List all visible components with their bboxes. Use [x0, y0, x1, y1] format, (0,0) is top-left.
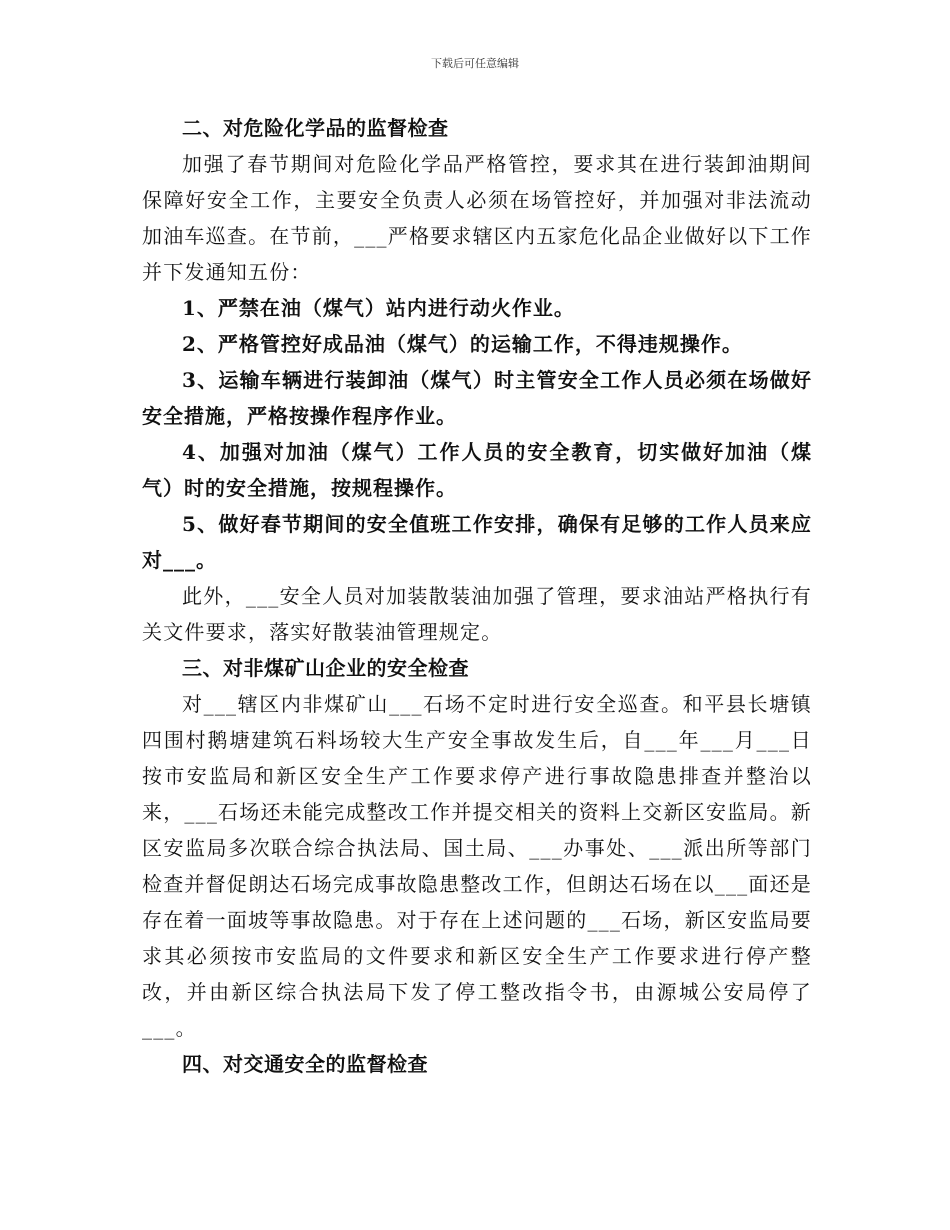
list-item: 4、加强对加油（煤气）工作人员的安全教育，切实做好加油（煤气）时的安全措施，按规程操作。: [142, 440, 812, 500]
section-closing-paragraph: 此外，___安全人员对加装散装油加强了管理，要求油站严格执行有关文件要求，落实好散装油管理规定。: [142, 584, 812, 644]
section-heading-hazardous-chemicals: 二、对危险化学品的监督检查: [182, 116, 449, 140]
list-item: 5、做好春节期间的安全值班工作安排，确保有足够的工作人员来应对___。: [142, 512, 812, 572]
section-heading-non-coal-mines: 三、对非煤矿山企业的安全检查: [182, 656, 469, 680]
section-heading-traffic-safety: 四、对交通安全的监督检查: [182, 1052, 428, 1076]
list-item: 2、严格管控好成品油（煤气）的运输工作，不得违规操作。: [182, 332, 743, 356]
list-item: 3、运输车辆进行装卸油（煤气）时主管安全工作人员必须在场做好安全措施，严格按操作程序作业。: [142, 368, 812, 428]
document-body: [142, 110, 812, 1082]
header-note: 下载后可任意编辑: [431, 57, 519, 70]
list-item: 1、严禁在油（煤气）站内进行动火作业。: [182, 296, 575, 320]
section-paragraph-non-coal-mines: 对___辖区内非煤矿山___石场不定时进行安全巡查。和平县长塘镇四围村鹅塘建筑石料场较大生产安全事故发生后，自___年___月___日按市安监局和新区安全生产工作要求停产进行事故隐患排查并整治以来，___石场还未能完成整改工作并提交相关的资料上交新区安监局。新区安监局多次联合综合执法局、国土局、___办事处、___派出所等部门检查并督促朗达石场完成事故隐患整改工作，但朗达石场在以___面还是存在着一面坡等事故隐患。对于存在上述问题的___石场，新区安监局要求其必须按市安监局的文件要求和新区安全生产工作要求进行停产整改，并由新区综合执法局下发了停工整改指令书，由源城公安局停了___。: [142, 692, 812, 1040]
section-paragraph-hazardous-chemicals: 加强了春节期间对危险化学品严格管控，要求其在进行装卸油期间保障好安全工作，主要安全负责人必须在场管控好，并加强对非法流动加油车巡查。在节前，___严格要求辖区内五家危化品企业做好以下工作并下发通知五份：: [142, 152, 812, 284]
